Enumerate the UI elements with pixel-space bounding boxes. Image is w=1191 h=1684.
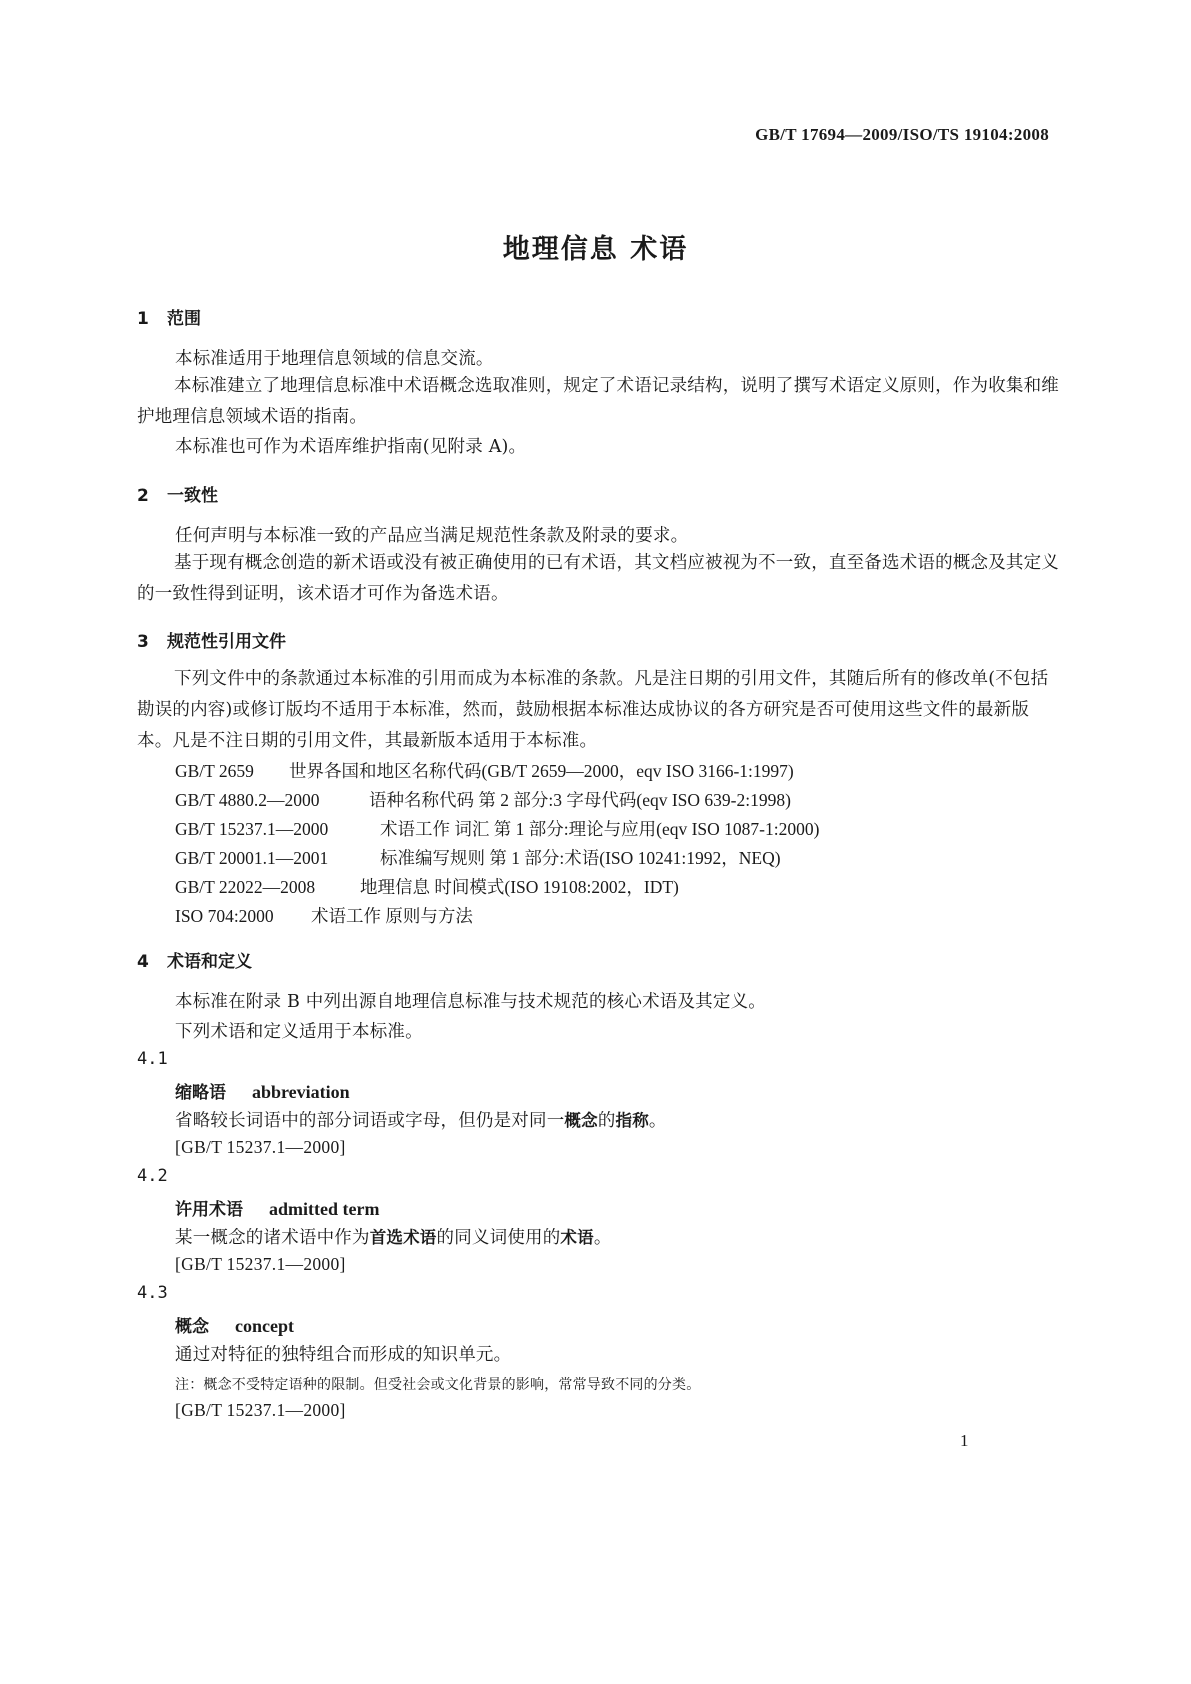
term-en: concept xyxy=(235,1316,294,1336)
definition-text: 。 xyxy=(593,1228,612,1248)
section-heading-scope xyxy=(137,304,201,329)
reference-title: 地理信息 时间模式(ISO 19108:2002，IDT) xyxy=(360,877,679,897)
reference-item xyxy=(175,874,679,899)
reference-code: GB/T 20001.1—2001 xyxy=(175,848,329,868)
page-number: 1 xyxy=(960,1431,969,1450)
term-en: admitted term xyxy=(269,1199,380,1219)
term-definition xyxy=(175,1224,612,1249)
term-entry-heading xyxy=(175,1195,379,1220)
term-entry-heading xyxy=(175,1312,294,1337)
reference-item xyxy=(175,787,791,812)
section-number: 2 xyxy=(137,486,149,506)
term-note: 注：概念不受特定语种的限制。但受社会或文化背景的影响，常常导致不同的分类。 xyxy=(175,1377,701,1393)
reference-code: GB/T 22022—2008 xyxy=(175,877,316,897)
terms-intro-paragraph-2: 下列术语和定义适用于本标准。 xyxy=(175,1022,423,1042)
conformance-paragraph-1: 任何声明与本标准一致的产品应当满足规范性条款及附录的要求。 xyxy=(175,526,689,546)
term-number: 4.2 xyxy=(137,1166,168,1186)
section-title: 范围 xyxy=(167,309,201,329)
scope-paragraph-2-text: 本标准建立了地理信息标准中术语概念选取准则，规定了术语记录结构，说明了撰写术语定义原则，作为收集和维护地理信息领域术语的指南。 xyxy=(137,376,1059,427)
section-title: 术语和定义 xyxy=(167,952,252,972)
document-header-code: GB/T 17694—2009/ISO/TS 19104:2008 xyxy=(755,125,1049,144)
conformance-paragraph-2-text: 基于现有概念创造的新术语或没有被正确使用的已有术语，其文档应被视为不一致，直至备选术语的概念及其定义的一致性得到证明，该术语才可作为备选术语。 xyxy=(137,553,1059,604)
term-zh: 概念 xyxy=(175,1317,209,1337)
section-title: 规范性引用文件 xyxy=(167,632,286,652)
reference-item xyxy=(175,816,819,841)
scope-paragraph-2 xyxy=(137,371,1060,433)
reference-item xyxy=(175,903,473,928)
definition-term-link: 术语 xyxy=(560,1228,594,1247)
term-source: [GB/T 15237.1—2000] xyxy=(175,1254,346,1274)
definition-term-link: 首选术语 xyxy=(369,1228,437,1247)
section-title: 一致性 xyxy=(167,486,218,506)
terms-intro-paragraph-1: 本标准在附录 B 中列出源自地理信息标准与技术规范的核心术语及其定义。 xyxy=(175,992,766,1012)
term-definition: 通过对特征的独特组合而形成的知识单元。 xyxy=(175,1345,512,1365)
section-heading-terms-and-definitions xyxy=(137,947,252,972)
term-en: abbreviation xyxy=(252,1082,350,1102)
term-definition xyxy=(175,1107,667,1132)
reference-item xyxy=(175,758,794,783)
term-zh: 许用术语 xyxy=(175,1200,243,1220)
definition-term-link: 指称 xyxy=(615,1111,649,1130)
term-number: 4.3 xyxy=(137,1283,168,1303)
definition-text: 省略较长词语中的部分词语或字母，但仍是对同一 xyxy=(175,1111,565,1131)
reference-code: GB/T 4880.2—2000 xyxy=(175,790,320,810)
term-source: [GB/T 15237.1—2000] xyxy=(175,1137,346,1157)
term-zh: 缩略语 xyxy=(175,1083,226,1103)
section-heading-normative-references xyxy=(137,627,286,652)
definition-text: 的同义词使用的 xyxy=(436,1228,561,1248)
definition-text: 。 xyxy=(648,1111,667,1131)
scope-paragraph-3: 本标准也可作为术语库维护指南(见附录 A)。 xyxy=(175,437,527,457)
section-number: 3 xyxy=(137,632,149,652)
reference-title: 术语工作 原则与方法 xyxy=(311,906,473,926)
reference-code: GB/T 15237.1—2000 xyxy=(175,819,329,839)
section-number: 1 xyxy=(137,309,149,329)
reference-code: ISO 704:2000 xyxy=(175,906,274,926)
scope-paragraph-1: 本标准适用于地理信息领域的信息交流。 xyxy=(175,349,494,369)
section-heading-conformance xyxy=(137,481,218,506)
reference-code: GB/T 2659 xyxy=(175,761,254,781)
reference-title: 标准编写规则 第 1 部分:术语(ISO 10241:1992，NEQ) xyxy=(380,848,781,868)
term-source: [GB/T 15237.1—2000] xyxy=(175,1400,346,1420)
definition-text: 某一概念的诸术语中作为 xyxy=(175,1228,370,1248)
reference-title: 术语工作 词汇 第 1 部分:理论与应用(eqv ISO 1087-1:2000) xyxy=(380,819,820,839)
reference-title: 语种名称代码 第 2 部分:3 字母代码(eqv ISO 639-2:1998) xyxy=(369,790,791,810)
reference-title: 世界各国和地区名称代码(GB/T 2659—2000，eqv ISO 3166-1:1997) xyxy=(289,761,794,781)
normative-intro-text: 下列文件中的条款通过本标准的引用而成为本标准的条款。凡是注日期的引用文件，其随后所有的修改单(不包括勘误的内容)或修订版均不适用于本标准，然而，鼓励根据本标准达成协议的各方研究是否可使用这些文件的最新版本。凡是不注日期的引用文件，其最新版本适用于本标准。 xyxy=(137,669,1049,751)
definition-term-link: 概念 xyxy=(564,1111,598,1130)
normative-intro-paragraph xyxy=(137,664,1060,757)
conformance-paragraph-2 xyxy=(137,548,1060,610)
term-number: 4.1 xyxy=(137,1049,168,1069)
document-title: 地理信息 术语 xyxy=(502,234,689,265)
term-entry-heading xyxy=(175,1078,350,1103)
definition-text: 的 xyxy=(597,1111,616,1131)
section-number: 4 xyxy=(137,952,149,972)
reference-item xyxy=(175,845,781,870)
